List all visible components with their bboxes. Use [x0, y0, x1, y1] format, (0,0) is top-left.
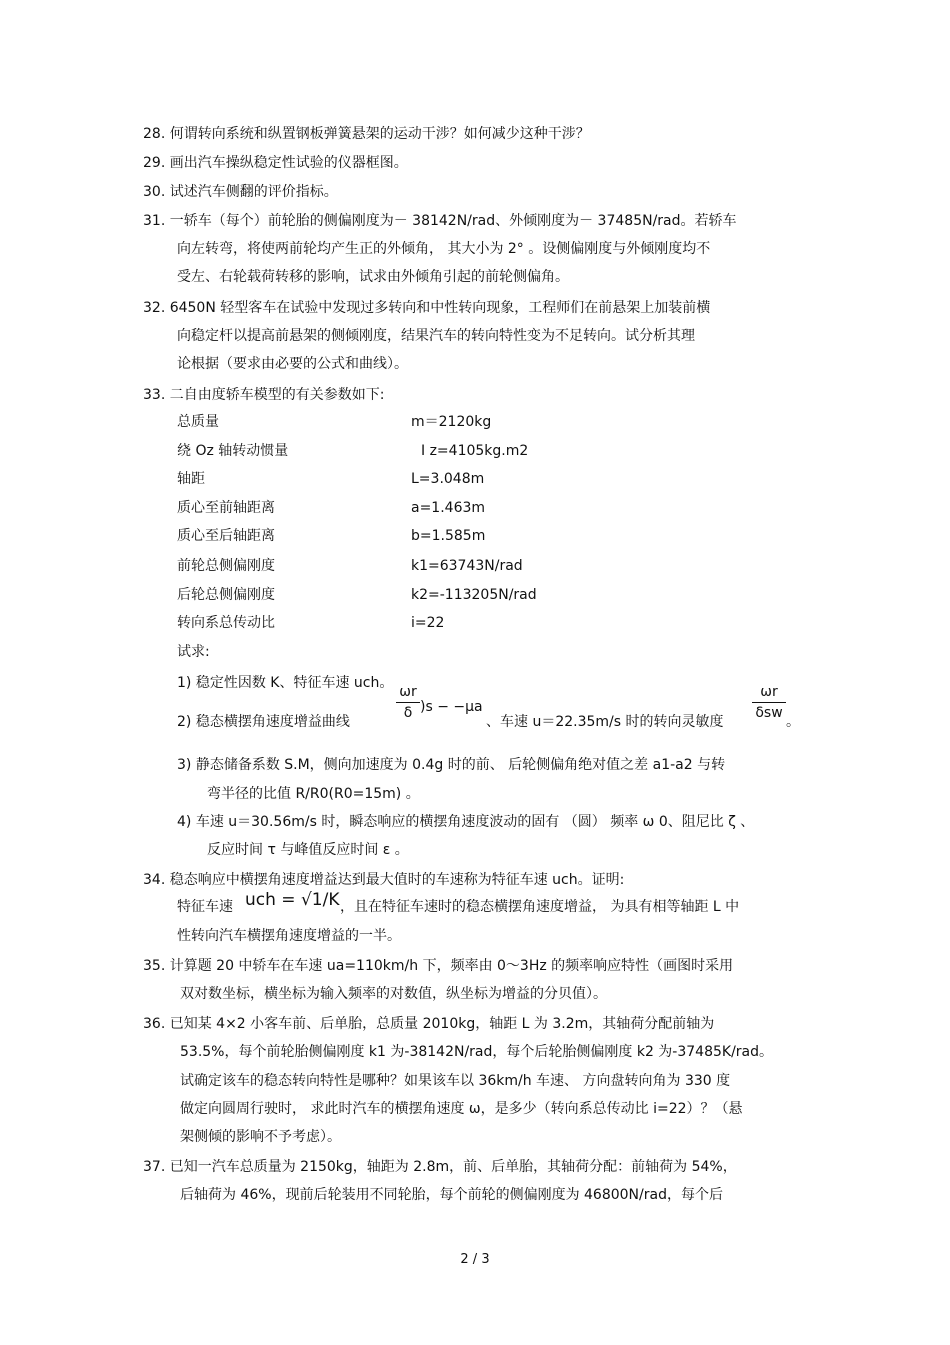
- question-36-line-1: 36. 已知某 4×2 小客车前、后单胎，总质量 2010kg，轴距 L 为 3.2m，其轴荷分配前轴为: [143, 1016, 715, 1032]
- question-32-line-3: 论根据（要求由必要的公式和曲线）。: [177, 356, 408, 372]
- param-value: b=1.585m: [411, 528, 486, 544]
- question-33-item-2-speed: 、车速 u＝22.35m/s 时的转向灵敏度: [486, 714, 724, 730]
- question-29: 29. 画出汽车操纵稳定性试验的仪器框图。: [143, 155, 408, 171]
- fraction-denominator: δ: [403, 705, 413, 721]
- question-33-ask: 试求:: [177, 644, 210, 660]
- param-value: I z=4105kg.m2: [421, 443, 529, 459]
- question-36-line-2: 53.5%，每个前轮胎侧偏刚度 k1 为-38142N/rad，每个后轮胎侧偏刚度 k2 为-37485K/rad。: [180, 1044, 774, 1060]
- question-36-line-4: 做定向圆周行驶时， 求此时汽车的横摆角速度 ω，是多少（转向系总传动比 i=22）？（悬: [180, 1101, 743, 1117]
- fraction-subscript-tail: )s − −μa: [420, 699, 483, 715]
- steering-sensitivity-fraction: [752, 683, 786, 722]
- question-36-line-3: 试确定该车的稳态转向特性是哪种？如果该车以 36km/h 车速、 方向盘转向角为 330 度: [180, 1073, 731, 1089]
- question-28: 28. 何谓转向系统和纵置钢板弹簧悬架的运动干涉？如何减少这种干涉？: [143, 126, 590, 142]
- question-33-item-1: 1) 稳定性因数 K、特征车速 uch。: [177, 675, 394, 691]
- question-35-line-1: 35. 计算题 20 中轿车在车速 ua=110km/h 下，频率由 0～3Hz 的频率响应特性（画图时采用: [143, 958, 734, 974]
- question-34-line-2a: 特征车速: [177, 899, 233, 915]
- question-33-item-4-line-1: 4) 车速 u＝30.56m/s 时，瞬态响应的横摆角速度波动的固有 （圆） 频率 ω 0、阻尼比 ζ 、: [177, 814, 755, 830]
- param-label: 总质量: [177, 414, 219, 430]
- page-number: 2 / 3: [460, 1252, 490, 1267]
- param-value: a=1.463m: [411, 500, 486, 516]
- question-33-item-3-line-1: 3) 静态储备系数 S.M，侧向加速度为 0.4g 时的前、 后轮侧偏角绝对值之差 a1-a2 与转: [177, 757, 726, 773]
- param-value: k1=63743N/rad: [411, 558, 523, 574]
- param-label: 转向系总传动比: [177, 615, 275, 631]
- characteristic-speed-formula: uch = √1/K: [245, 890, 340, 910]
- param-label: 轴距: [177, 471, 205, 487]
- question-32-line-1: 32. 6450N 轻型客车在试验中发现过多转向和中性转向现象，工程师们在前悬架上加装前横: [143, 300, 711, 316]
- param-label: 前轮总侧偏刚度: [177, 558, 275, 574]
- param-value: k2=-113205N/rad: [411, 587, 537, 603]
- param-value: m＝2120kg: [411, 414, 492, 430]
- question-37-line-2: 后轴荷为 46%，现前后轮装用不同轮胎，每个前轮的侧偏刚度为 46800N/rad，每个后: [180, 1187, 723, 1203]
- param-value: L=3.048m: [411, 471, 485, 487]
- question-36-line-5: 架侧倾的影响不予考虑）。: [180, 1129, 341, 1145]
- fraction-numerator: ωr: [760, 684, 778, 700]
- param-label: 质心至前轴距离: [177, 500, 275, 516]
- question-31-line-2: 向左转弯，将使两前轮均产生正的外倾角， 其大小为 2° 。设侧偏刚度与外倾刚度均不: [177, 241, 711, 257]
- question-33-intro: 33. 二自由度轿车模型的有关参数如下:: [143, 387, 385, 403]
- question-33-item-4-line-2: 反应时间 τ 与峰值反应时间 ε 。: [207, 842, 409, 858]
- param-value: i=22: [411, 615, 445, 631]
- question-31-line-1: 31. 一轿车（每个）前轮胎的侧偏刚度为－ 38142N/rad、外倾刚度为－ 37485N/rad。若轿车: [143, 213, 737, 229]
- question-34-line-3: 性转向汽车横摆角速度增益的一半。: [177, 928, 401, 944]
- question-32-line-2: 向稳定杆以提高前悬架的侧倾刚度，结果汽车的转向特性变为不足转向。试分析其理: [177, 328, 695, 344]
- question-37-line-1: 37. 已知一汽车总质量为 2150kg，轴距为 2.8m，前、后单胎，其轴荷分配：前轴荷为 54%，: [143, 1159, 737, 1175]
- yaw-rate-gain-fraction: [396, 683, 420, 722]
- param-label: 后轮总侧偏刚度: [177, 587, 275, 603]
- fraction-bar: [396, 702, 420, 703]
- question-33-item-2-end: 。: [786, 714, 800, 730]
- param-label: 绕 Oz 轴转动惯量: [177, 443, 289, 459]
- fraction-numerator: ωr: [399, 684, 417, 700]
- fraction-bar: [752, 702, 786, 703]
- question-34-line-2b: ，且在特征车速时的稳态横摆角速度增益， 为具有相等轴距 L 中: [340, 899, 740, 915]
- question-33-item-2-text: 2) 稳态横摆角速度增益曲线: [177, 714, 350, 730]
- question-33-item-3-line-2: 弯半径的比值 R/R0(R0=15m) 。: [207, 786, 420, 802]
- question-30: 30. 试述汽车侧翻的评价指标。: [143, 184, 338, 200]
- fraction-denominator: δsw: [755, 705, 783, 721]
- param-label: 质心至后轴距离: [177, 528, 275, 544]
- question-35-line-2: 双对数坐标，横坐标为输入频率的对数值，纵坐标为增益的分贝值）。: [180, 986, 607, 1002]
- question-34-line-1: 34. 稳态响应中横摆角速度增益达到最大值时的车速称为特征车速 uch。证明:: [143, 872, 625, 888]
- question-31-line-3: 受左、右轮载荷转移的影响，试求由外倾角引起的前轮侧偏角。: [177, 269, 569, 285]
